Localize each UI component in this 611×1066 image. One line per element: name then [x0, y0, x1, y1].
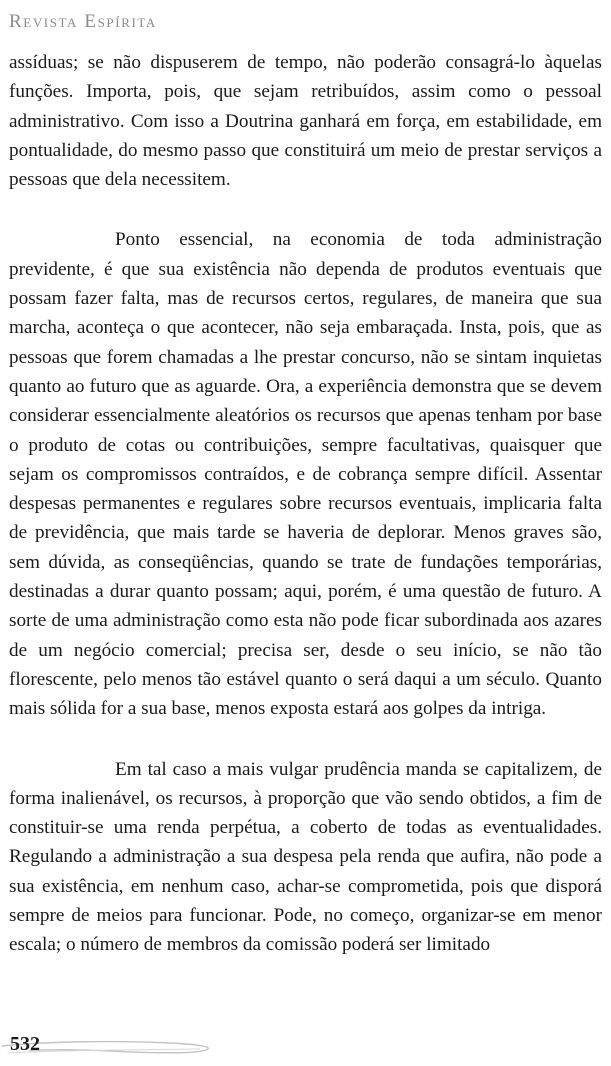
body-text — [9, 48, 602, 960]
paragraph: Em tal caso a mais vulgar prudência manda se capitalizem, de forma inalienável, os recursos, à proporção que vão sendo obtidos, a fim de constituir-se uma renda perpétua, a coberto de todas as eventualidades. Regulando a administração a sua despesa pela renda que aufira, não pode a sua existência, em nenhum caso, achar-se comprometida, pois que disporá sempre de meios para funcionar. Pode, no começo, organizar-se em menor escala; o número de membros da comissão poderá ser limitado — [9, 758, 602, 956]
page-footer — [0, 1020, 611, 1066]
running-header: Revista Espírita — [9, 11, 157, 32]
paragraph: Ponto essencial, na economia de toda administração previdente, é que sua existência não dependa de produtos eventuais que possam fazer falta, mas de recursos certos, regulares, de maneira que sua marcha, aconteça o que acontecer, não seja embaraçada. Insta, pois, que as pessoas que forem chamadas a lhe prestar concurso, não se sintam inquietas quanto ao futuro que as aguarde. Ora, a experiência demonstra que se devem considerar essencialmente aleatórios os recursos que apenas tenham por base o produto de cotas ou contribuições, sempre facultativas, quaisquer que sejam os compromissos contraídos, e de cobrança sempre difícil. Assentar despesas permanentes e regulares sobre recursos eventuais, implicaria falta de previdência, que mais tarde se haveria de deplorar. Menos graves são, sem dúvida, as conseqüências, quando se trate de fundações temporárias, destinadas a durar quanto possam; aqui, porém, é uma questão de futuro. A sorte de uma administração como esta não pode ficar subordinada aos azares de um negócio comercial; precisa ser, desde o seu início, se não tão florescente, pelo menos tão estável quanto o será daqui a um século. Quanto mais sólida for a sua base, menos exposta estará aos golpes da intriga. — [9, 229, 602, 720]
paragraph-continuation: assíduas; se não dispuserem de tempo, não poderão consagrá-lo àquelas funções. Importa, pois, que sejam retribuídos, assim como o pessoal administrativo. Com isso a Doutrina ganhará em força, em estabilidade, em pontualidade, do mesmo passo que constituirá um meio de prestar serviços a pessoas que dela necessitem. — [9, 52, 602, 191]
page-number: 532 — [10, 1033, 40, 1055]
